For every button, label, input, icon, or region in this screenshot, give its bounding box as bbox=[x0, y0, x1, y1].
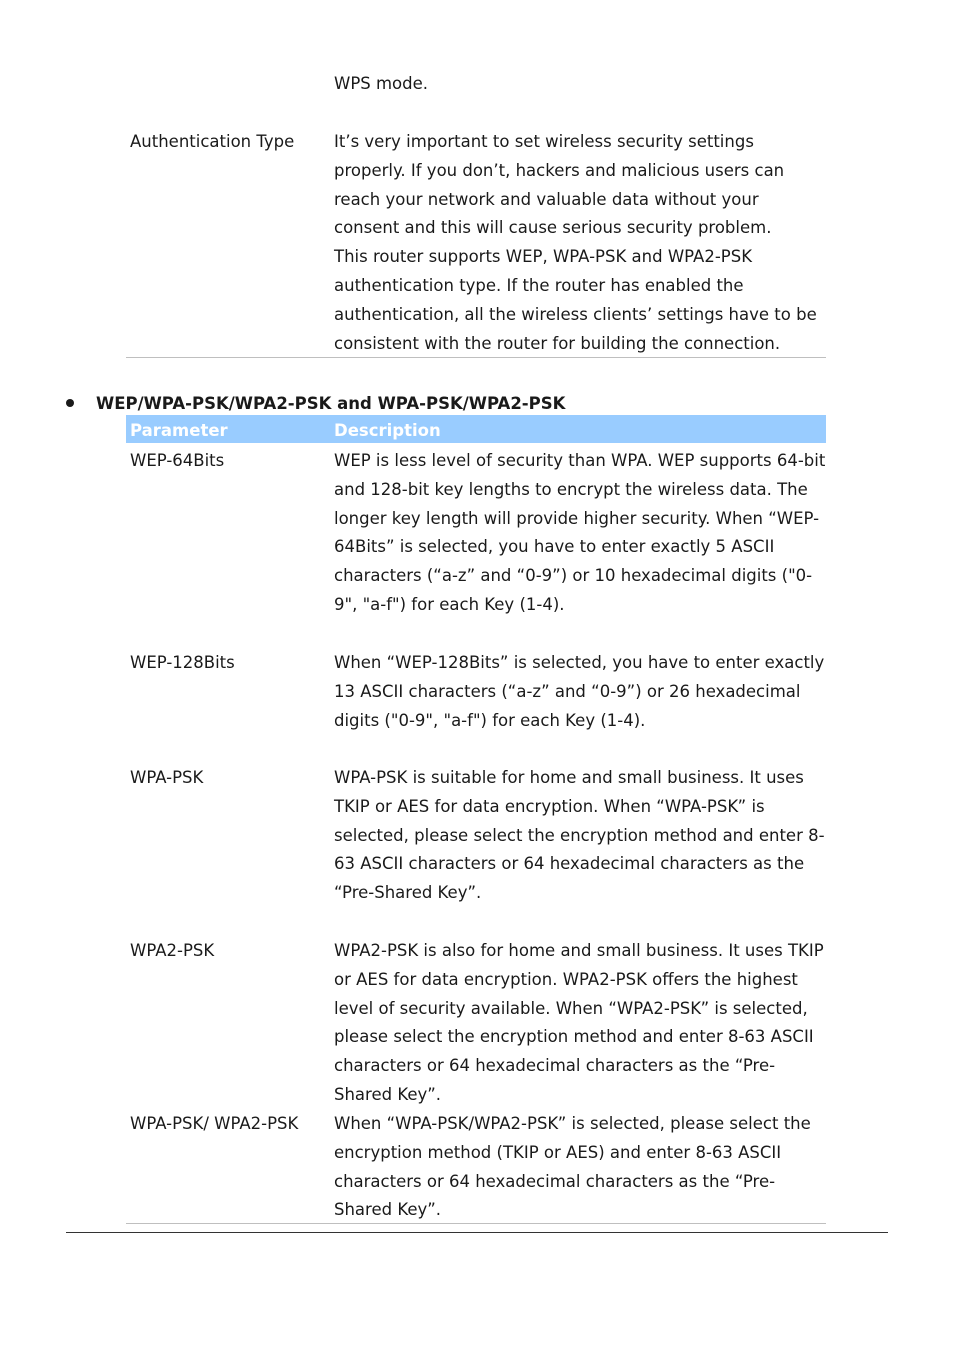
parameter-description: WPA2-PSK is also for home and small business. It uses TKIP or AES for data encryption. WPA2-PSK offers the highest level of security available. When “WPA2-PSK” is selected, please select the encryption method and enter 8-63 ASCII characters or 64 hexadecimal characters as the “Pre-Shared Key”. bbox=[334, 941, 824, 1104]
bullet-icon bbox=[66, 399, 74, 407]
parameter-description: When “WEP-128Bits” is selected, you have to enter exactly 13 ASCII characters (“a-z” and “0-9”) or 26 hexadecimal digits ("0-9", "a-f") for each Key (1-4). bbox=[334, 653, 825, 730]
parameter-label: WEP-128Bits bbox=[130, 653, 235, 672]
table-bottom-rule bbox=[126, 1223, 826, 1224]
parameter-label: Authentication Type bbox=[130, 132, 295, 151]
section-heading-text: WEP/WPA-PSK/WPA2-PSK and WPA-PSK/WPA2-PSK bbox=[96, 394, 566, 413]
description-paragraph: This router supports WEP, WPA-PSK and WPA2-PSK authentication type. If the router has enabled the authentication, all the wireless clients’ settings have to be consistent with the router for building the connection. bbox=[334, 247, 817, 353]
continued-description: WPS mode. bbox=[334, 74, 429, 93]
parameter-description: WPA-PSK is suitable for home and small business. It uses TKIP or AES for data encryption. When “WPA-PSK” is selected, please select the encryption method and enter 8-63 ASCII characters or 64 hexadecimal characters as the “Pre-Shared Key”. bbox=[334, 768, 825, 903]
page-footer-rule bbox=[66, 1232, 888, 1233]
parameter-label: WPA-PSK bbox=[130, 768, 204, 787]
parameter-description bbox=[334, 128, 826, 358]
table-header bbox=[126, 415, 826, 443]
section-heading bbox=[66, 394, 565, 414]
column-header-parameter: Parameter bbox=[130, 421, 228, 440]
parameter-description: When “WPA-PSK/WPA2-PSK” is selected, please select the encryption method (TKIP or AES) and enter 8-63 ASCII characters or 64 hexadecimal characters as the “Pre-Shared Key”. bbox=[334, 1114, 811, 1220]
parameter-label: WPA-PSK/ WPA2-PSK bbox=[130, 1114, 299, 1133]
description-paragraph: It’s very important to set wireless security settings properly. If you don’t, hackers and malicious users can reach your network and valuable data without your consent and this will cause serious security problem. bbox=[334, 132, 785, 238]
column-header-description: Description bbox=[334, 421, 441, 440]
parameter-label: WPA2-PSK bbox=[130, 941, 215, 960]
table-bottom-rule bbox=[126, 357, 826, 358]
parameter-description: WEP is less level of security than WPA. WEP supports 64-bit and 128-bit key lengths to encrypt the wireless data. The longer key length will provide higher security. When “WEP-64Bits” is selected, you have to enter exactly 5 ASCII characters (“a-z” and “0-9”) or 10 hexadecimal digits ("0-9", "a-f") for each Key (1-4). bbox=[334, 451, 826, 614]
parameter-label: WEP-64Bits bbox=[130, 451, 225, 470]
